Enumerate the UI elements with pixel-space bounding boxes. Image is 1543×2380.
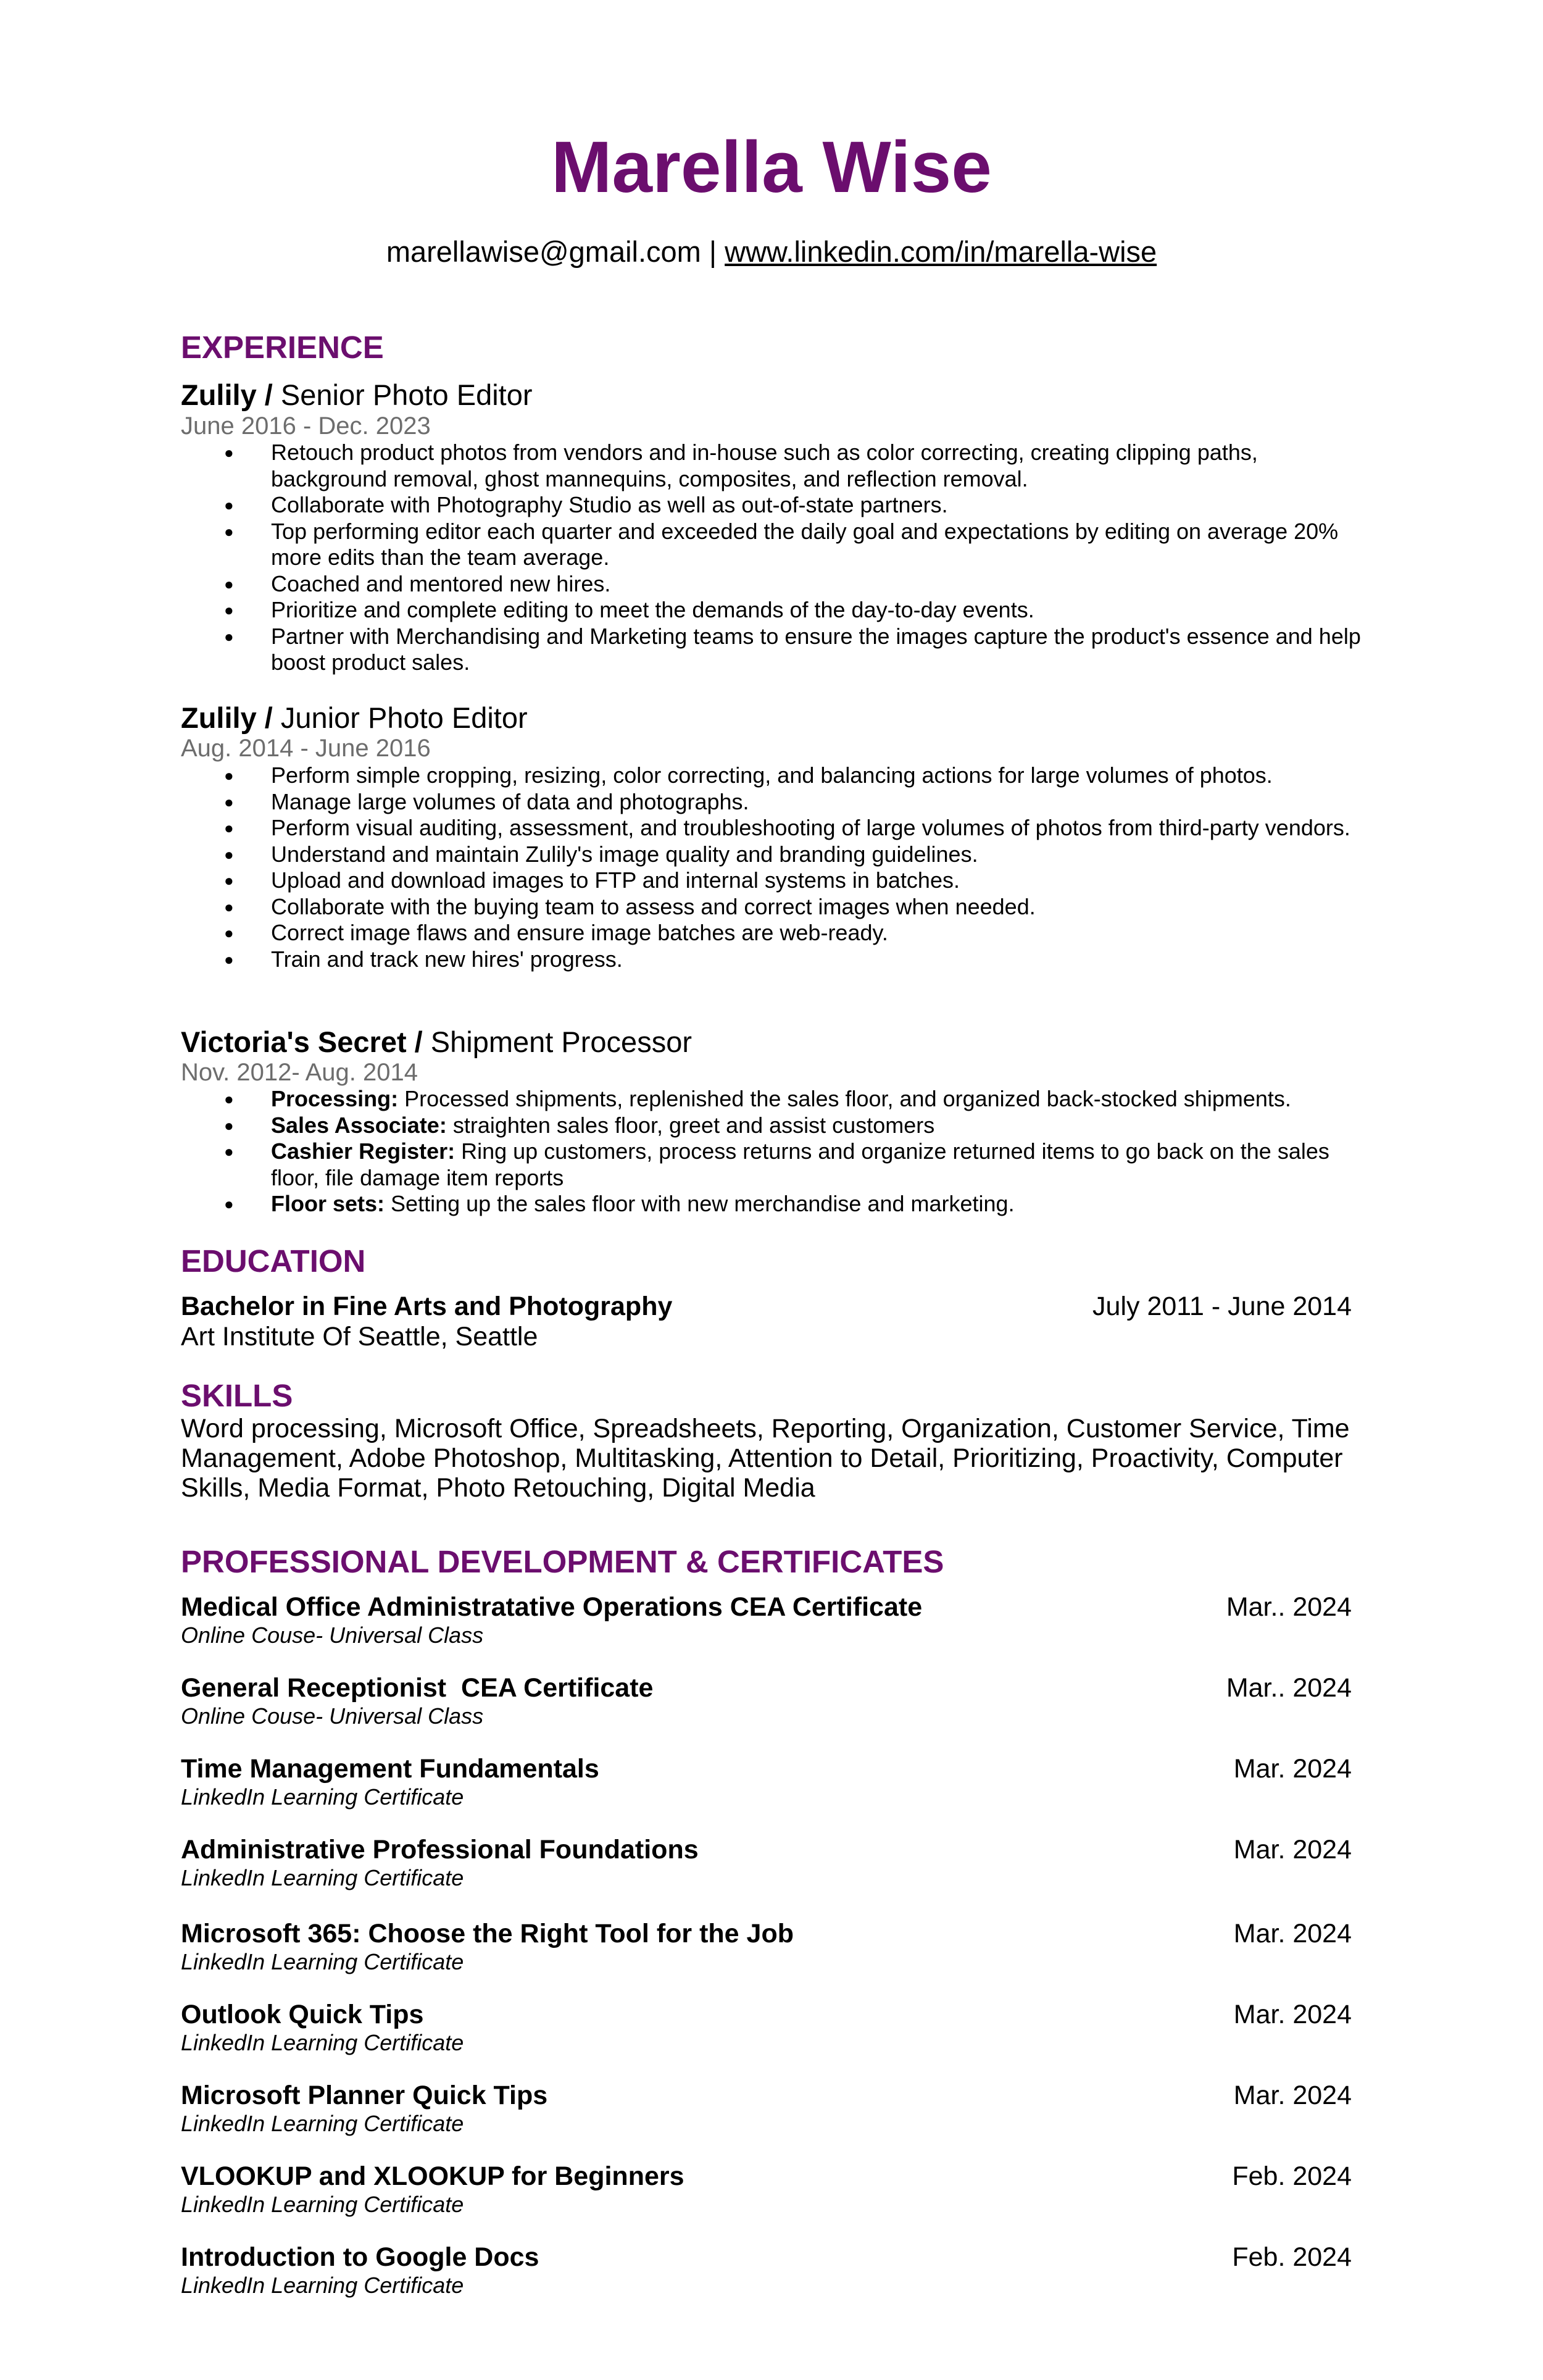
list-item: ● Upload and download images to FTP and internal systems in batches. bbox=[181, 867, 1366, 894]
certificate-date: Feb. 2024 bbox=[1232, 2242, 1352, 2272]
candidate-name: Marella Wise bbox=[551, 127, 992, 208]
skills-text: Word processing, Microsoft Office, Spreadsheets, Reporting, Organization, Customer Service, Time Management, Adobe Photoshop, Multitasking, Attention to Detail, Prioritizing, Proactivity, Computer Skills, Media Format, Photo Retouching, Digital Media bbox=[181, 1414, 1350, 1503]
job-company: Zulily / bbox=[181, 701, 273, 734]
job-bullets bbox=[181, 440, 1366, 676]
degree-dates: July 2011 - June 2014 bbox=[1092, 1292, 1352, 1321]
degree-title: Bachelor in Fine Arts and Photography bbox=[181, 1292, 673, 1321]
job-bullets bbox=[181, 762, 1366, 972]
job-title: Senior Photo Editor bbox=[272, 378, 533, 411]
job-bullets bbox=[181, 1086, 1366, 1217]
certificate-title: Introduction to Google Docs bbox=[181, 2242, 539, 2272]
certificate-title: Outlook Quick Tips bbox=[181, 2000, 424, 2029]
job-dates: Nov. 2012- Aug. 2014 bbox=[181, 1059, 418, 1086]
certificate-row bbox=[181, 1918, 1352, 1950]
certificate-row bbox=[181, 1591, 1352, 1623]
list-item: ● Prioritize and complete editing to meet the demands of the day-to-day events. bbox=[181, 597, 1366, 624]
certificates-heading: PROFESSIONAL DEVELOPMENT & CERTIFICATES bbox=[181, 1544, 944, 1579]
list-item bbox=[181, 1113, 1366, 1139]
job-company: Victoria's Secret / bbox=[181, 1025, 423, 1058]
certificate-row bbox=[181, 1753, 1352, 1785]
bullet-text: Setting up the sales floor with new merchandise and marketing. bbox=[385, 1191, 1015, 1216]
job-title-line bbox=[181, 699, 528, 737]
certificate-title: Microsoft Planner Quick Tips bbox=[181, 2081, 548, 2110]
linkedin-link[interactable]: www.linkedin.com/in/marella-wise bbox=[725, 235, 1157, 268]
certificate-issuer: LinkedIn Learning Certificate bbox=[181, 2273, 464, 2298]
certificate-date: Mar. 2024 bbox=[1233, 2000, 1352, 2029]
certificate-title: Microsoft 365: Choose the Right Tool for the Job bbox=[181, 1919, 794, 1948]
list-item: ● Retouch product photos from vendors and in-house such as color correcting, creating clipping paths, background removal, ghost mannequins, composites, and reflection removal. bbox=[181, 440, 1366, 492]
school-name: Art Institute Of Seattle, Seattle bbox=[181, 1322, 538, 1351]
certificate-title: Administrative Professional Foundations bbox=[181, 1835, 699, 1864]
list-item: ● Perform simple cropping, resizing, color correcting, and balancing actions for large volumes of photos. bbox=[181, 762, 1366, 789]
education-degree-row bbox=[181, 1290, 1352, 1322]
contact-separator: | bbox=[701, 235, 725, 268]
certificate-date: Mar. 2024 bbox=[1233, 1754, 1352, 1784]
list-item: ● Top performing editor each quarter and exceeded the daily goal and expectations by editing on average 20% more edits than the team average. bbox=[181, 519, 1366, 571]
skills-heading: SKILLS bbox=[181, 1378, 293, 1413]
certificate-title: Medical Office Administratative Operations CEA Certificate bbox=[181, 1592, 923, 1622]
certificate-issuer: LinkedIn Learning Certificate bbox=[181, 2192, 464, 2217]
list-item: ● Collaborate with Photography Studio as well as out-of-state partners. bbox=[181, 492, 1366, 519]
list-item: ● Perform visual auditing, assessment, and troubleshooting of large volumes of photos from third-party vendors. bbox=[181, 815, 1366, 841]
bullet-label: Processing: bbox=[271, 1086, 399, 1111]
certificate-title: VLOOKUP and XLOOKUP for Beginners bbox=[181, 2161, 684, 2191]
certificate-date: Mar.. 2024 bbox=[1226, 1592, 1352, 1622]
email-text: marellawise@gmail.com bbox=[386, 235, 701, 268]
certificate-issuer: LinkedIn Learning Certificate bbox=[181, 1784, 464, 1810]
list-item bbox=[181, 1138, 1366, 1191]
certificate-row bbox=[181, 2079, 1352, 2111]
certificate-date: Mar. 2024 bbox=[1233, 1919, 1352, 1948]
certificate-issuer: Online Couse- Universal Class bbox=[181, 1622, 484, 1648]
list-item bbox=[181, 1086, 1366, 1113]
contact-line bbox=[0, 233, 1543, 270]
list-item: ● Collaborate with the buying team to assess and correct images when needed. bbox=[181, 894, 1366, 921]
list-item bbox=[181, 1191, 1366, 1217]
job-dates: June 2016 - Dec. 2023 bbox=[181, 412, 431, 440]
certificate-date: Mar. 2024 bbox=[1233, 1835, 1352, 1864]
list-item: ● Train and track new hires' progress. bbox=[181, 946, 1366, 973]
bullet-label: Sales Associate: bbox=[271, 1112, 447, 1138]
certificate-row bbox=[181, 2241, 1352, 2273]
bullet-text: Ring up customers, process returns and organize returned items to go back on the sales floor, file damage item reports bbox=[271, 1138, 1329, 1190]
job-title-line bbox=[181, 377, 533, 414]
job-title-line bbox=[181, 1024, 692, 1061]
list-item: ● Correct image flaws and ensure image batches are web-ready. bbox=[181, 920, 1366, 946]
certificate-date: Mar.. 2024 bbox=[1226, 1673, 1352, 1703]
list-item: ● Understand and maintain Zulily's image quality and branding guidelines. bbox=[181, 841, 1366, 868]
certificate-row bbox=[181, 1998, 1352, 2031]
certificate-date: Feb. 2024 bbox=[1232, 2161, 1352, 2191]
bullet-label: Floor sets: bbox=[271, 1191, 385, 1216]
certificate-title: General Receptionist CEA Certificate bbox=[181, 1673, 654, 1703]
bullet-text: Processed shipments, replenished the sales floor, and organized back-stocked shipments. bbox=[398, 1086, 1291, 1111]
certificate-title: Time Management Fundamentals bbox=[181, 1754, 599, 1784]
bullet-text: straighten sales floor, greet and assist customers bbox=[446, 1112, 935, 1138]
certificate-row bbox=[181, 1834, 1352, 1866]
job-company: Zulily / bbox=[181, 378, 273, 411]
certificate-row bbox=[181, 2160, 1352, 2192]
certificate-issuer: LinkedIn Learning Certificate bbox=[181, 1865, 464, 1890]
certificate-issuer: LinkedIn Learning Certificate bbox=[181, 2111, 464, 2136]
job-title: Shipment Processor bbox=[422, 1025, 692, 1058]
certificate-issuer: Online Couse- Universal Class bbox=[181, 1703, 484, 1729]
certificate-issuer: LinkedIn Learning Certificate bbox=[181, 1949, 464, 1974]
bullet-label: Cashier Register: bbox=[271, 1138, 455, 1164]
job-dates: Aug. 2014 - June 2016 bbox=[181, 735, 431, 762]
job-title: Junior Photo Editor bbox=[272, 701, 528, 734]
list-item: ● Partner with Merchandising and Marketing teams to ensure the images capture the product's essence and help boost product sales. bbox=[181, 624, 1366, 676]
list-item: ● Manage large volumes of data and photographs. bbox=[181, 789, 1366, 816]
certificate-date: Mar. 2024 bbox=[1233, 2081, 1352, 2110]
certificate-issuer: LinkedIn Learning Certificate bbox=[181, 2030, 464, 2055]
list-item: ● Coached and mentored new hires. bbox=[181, 571, 1366, 598]
education-heading: EDUCATION bbox=[181, 1243, 366, 1279]
certificate-row bbox=[181, 1672, 1352, 1704]
experience-heading: EXPERIENCE bbox=[181, 330, 384, 365]
